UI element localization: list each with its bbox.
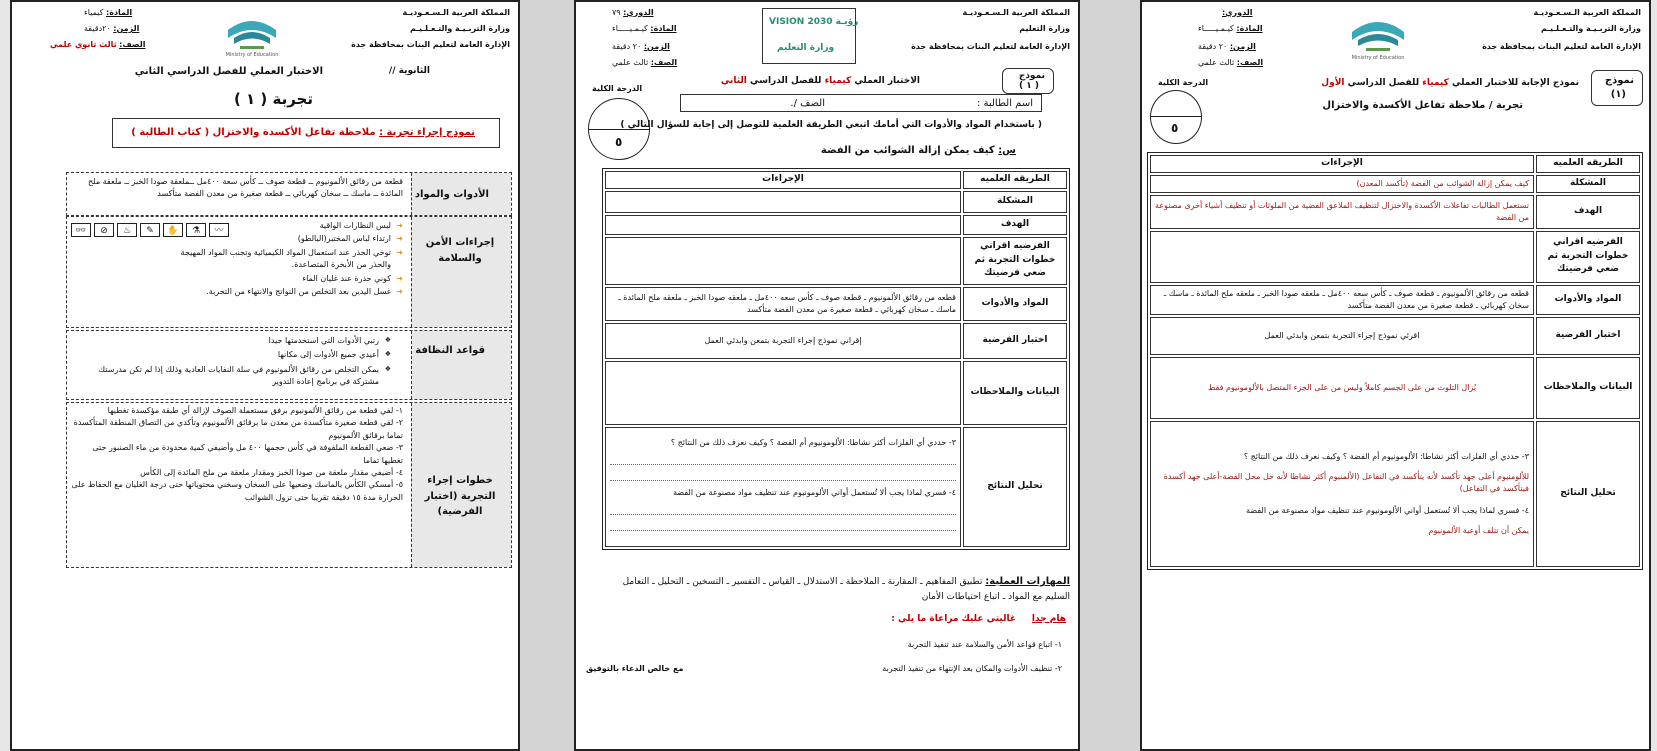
kingdom-text: المملكة العربية الـسـعـوديـة — [402, 8, 510, 17]
vision-logo-icon: VISION رؤيـة 2030 وزارة التعليم — [762, 8, 856, 64]
ministry-logo-icon — [222, 8, 282, 58]
col-steps: الإجراءات — [605, 171, 961, 189]
time-value: ٢٠ دقيقة — [1198, 42, 1228, 51]
row-label-hypothesis: الفرضيه اقراني خطوات التجربة ثم ضعي فرضيتك — [1536, 231, 1640, 283]
kingdom-text: المملكة العربية الـسـعـوديـة — [1533, 8, 1641, 17]
important-label: هام جدا — [1031, 614, 1066, 624]
answer-data[interactable] — [605, 361, 961, 425]
answer-line[interactable] — [610, 455, 956, 465]
step-item: ٤- أضيفي مقدار ملعقة من صودا الخبز ومقدار ملعقة من ملح المائدة إلى الكأس — [140, 467, 403, 477]
total-circle: ٥ — [1150, 90, 1202, 144]
answer-hypothesis[interactable] — [605, 237, 961, 285]
model-value: ملاحظة تفاعل الأكسدة والاختزال ( كتاب الطالبة ) — [131, 127, 376, 138]
subject-value: كيمياء — [84, 8, 104, 17]
tools-row — [66, 172, 512, 216]
safety-item: ➜ ارتداء لباس المختبر(البالطو) — [171, 233, 403, 245]
skills-text: المهارات العملية: تطبيق المفاهيم ـ المقارنة ـ الملاحظة ـ الاستدلال ـ القياس ـ التفسير ـ التسخين ـ التحليل ـ التعامل السليم مع المواد ـ اتباع احتياطات الأمان — [622, 576, 1070, 602]
exam-page-procedure — [10, 0, 520, 751]
answer-goal[interactable] — [605, 215, 961, 235]
safety-item: ➜ لبس النظارات الواقية — [171, 220, 403, 232]
cleaning-label: قواعد النظافة — [415, 345, 485, 356]
wash-icon: 〰 — [209, 223, 229, 237]
safety-item: ➜ غسل اليدين بعد التخلص من النواتج والانتهاء من التجربة. — [171, 286, 403, 298]
answer-hypothesis — [1150, 231, 1534, 283]
school-name: الثانوية // — [388, 66, 430, 76]
materials-text: قطعه من رقائق الألمونيوم ـ قطعة صوف ـ كأس سعه ٤٠٠مل ـ ملعقه صودا الخبز ـ ملعقه ملح المائدة ـ ماسك ـ سخان كهربائي ـ قطعة صغيرة من معدن الفضة متأكسد — [1150, 285, 1534, 315]
cleaning-item: ❖ أعيدي جميع الأدوات إلى مكانها — [73, 349, 391, 361]
cleaning-list — [73, 333, 391, 391]
time-value: ٢٠دقيقة — [84, 24, 111, 33]
no-eating-icon: ⊘ — [94, 223, 114, 237]
exam-title: الاختبار العملي للفصل الدراسي الثاني — [134, 66, 323, 77]
materials-text: قطعه من رقائق الألمونيوم ـ قطعة صوف ـ كأس سعه ٤٠٠مل ـ ملعقه صودا الخبز ـ ملعقه ملح المائدة ـ ماسك ـ سخان كهربائي ـ قطعة صغيرة من معدن الفضة متأكسد — [605, 287, 961, 321]
row-label-data: البيانات والملاحظات — [1536, 357, 1640, 419]
subject-label: المادة: — [650, 24, 677, 33]
row-label-goal: الهدف — [963, 215, 1067, 235]
goggles-icon: 👓 — [71, 223, 91, 237]
step-item: ١- لفي قطعة من رقائق الألمونيوم برفق مستعملة الصوف لإزالة أي طبقة مؤكسدة تغطيها — [107, 406, 403, 415]
exam-title: الاختبار العملي كيمياء للفصل الدراسي الثاني — [720, 76, 920, 86]
hot-icon: ♨ — [117, 223, 137, 237]
model-label: نموذج إجراء تجربة : — [379, 127, 475, 138]
analysis-cell — [1150, 421, 1534, 567]
grade-label: الصف: — [119, 40, 146, 49]
analysis-q4: ٤- فسري لماذا يجب ألا تُستعمل أواني الألومونيوم عند تنظيف مواد مصنوعة من الفضة — [1246, 505, 1529, 515]
step-item: ٣- ضعي القطعة الملفوفة في كأس حجمها ٤٠٠ مل وأضيفي كمية محدودة من ماء الصنبور حتى تغطيها تماما — [92, 443, 403, 465]
model-box: نموذج (١) — [1591, 70, 1643, 106]
time-label: الزمن: — [113, 24, 140, 33]
kingdom-text: المملكة العربية الـسـعـوديـة — [962, 8, 1070, 17]
number-label: الدوري: — [623, 8, 654, 17]
steps-row — [66, 402, 512, 568]
step-item: ٥- أمسكي الكأس بالماسك وضعيها على السخان وسخني محتوياتها حتى درجة الغليان مع الحفاظ على الحرارة مدة ١٥ دقيقة تقريبا حتى تزول الشوائب — [71, 480, 403, 502]
grade-value: ثالث ثانوي علمي — [50, 40, 117, 49]
answer-data: يُزال التلوث من على الجسم كاملاً وليس من على الجزء المتصل بالألومونيوم فقط — [1150, 357, 1534, 419]
answer-problem[interactable] — [605, 191, 961, 213]
analysis-a3: للألومنيوم أعلى جهد تأكسد لأنه يتأكسد في التفاعل (الألمنيوم أكثر نشاطا لأنه حل محل الفضة-أعلى جهد أكسدة فيتأكسد في التفاعل) — [1163, 471, 1529, 493]
rule-2: ٢- تنظيف الأدوات والمكان بعد الإنتهاء من تنفيذ التجربة — [882, 664, 1062, 673]
col-method: الطريقه العلميه — [963, 171, 1067, 189]
test-text: إقراني نموذج إجراء التجربة بتمعن وابدئي العمل — [605, 323, 961, 359]
time-label: الزمن: — [643, 42, 670, 51]
grade-label: الصف: — [650, 58, 678, 67]
row-label-test: اختبار الفرضية — [963, 323, 1067, 359]
time-label: الزمن: — [1229, 42, 1256, 51]
wish-text: مع خالص الدعاء بالتوفيق — [586, 664, 684, 673]
test-text: اقرئي نموذج إجراء التجربة بتمعن وابدئي العمل — [1150, 317, 1534, 355]
answer-table — [1147, 152, 1643, 570]
class-label: الصف /. — [790, 98, 825, 109]
row-label-goal: الهدف — [1536, 195, 1640, 229]
analysis-q3: ٣- حددي أي الفلزات أكثر نشاطا: الألومونيوم أم الفضة ؟ وكيف نعرف ذلك من النتائج ؟ — [670, 437, 956, 447]
model-box: نموذج ( ١ ) — [1002, 68, 1054, 94]
row-label-materials: المواد والأدوات — [963, 287, 1067, 321]
student-name-label: اسم الطالبة : — [976, 98, 1033, 109]
question: س: كيف يمكن إزالة الشوائب من الفضة — [820, 145, 1016, 156]
analysis-a4: يمكن أن تتلف أوعية الألمونيوم — [1428, 525, 1529, 535]
subject-value: كيـمـيـــــاء — [612, 24, 648, 33]
svg-text:Ministry of Education: Ministry of Education — [1351, 55, 1405, 61]
model-box — [112, 118, 500, 148]
total-circle: ٥ — [588, 98, 650, 160]
row-label-analysis: تحليل النتائج — [963, 427, 1067, 547]
answer-subtitle: تجربة / ملاحظة تفاعل الأكسدة والاختزال — [1322, 100, 1523, 111]
total-label: الدرجة الكلية — [592, 84, 643, 93]
total-label: الدرجة الكلية — [1158, 78, 1209, 87]
exam-page-answer-key — [1140, 0, 1651, 751]
row-label-problem: المشكلة — [963, 191, 1067, 213]
answer-goal: تستعمل الطالبات تفاعلات الأكسدة والاختزال لتنظيف الملاعق الفضية من الملوثات أو تنظيف أشياء أخرى مصنوعة من الفضة — [1150, 195, 1534, 229]
tool-icon: ✎ — [140, 223, 160, 237]
safety-item: ➜ توخي الحذر عند استعمال المواد الكيميائية وتجنب المواد المهيجة والحذر من الأبخرة المتصاعدة. — [171, 247, 403, 272]
analysis-q3: ٣- حددي أي الفلزات أكثر نشاطا: الألومونيوم أم الفضة ؟ وكيف نعرف ذلك من النتائج ؟ — [1243, 451, 1529, 461]
subject-value: كيـمـيـــــاء — [1198, 24, 1234, 33]
cleaning-item: ❖ رتبي الأدوات التي استخدمتها جيدا — [73, 335, 391, 347]
steps-list — [69, 405, 403, 504]
safety-item: ➜ كوني حذرة عند غليان الماء — [171, 273, 403, 285]
cleaning-item: ❖ يمكن التخلص من رقائق الألمونيوم في سلة النفايات العادية وذلك إذا لم تكن مدرستك مشتركة في برنامج إعادة التدوير — [73, 364, 391, 389]
chemical-icon: ⚗ — [186, 223, 206, 237]
row-label-test: اختبار الفرضية — [1536, 317, 1640, 355]
answer-title: نموذج الإجابة للاختبار العملي كيمياء للفصل الدراسي الأول — [1321, 78, 1579, 88]
admin-text: الإدارة العامة لتعليم البنات بمحافظة جدة — [911, 42, 1070, 51]
hand-icon: ✋ — [163, 223, 183, 237]
row-label-data: البيانات والملاحظات — [963, 361, 1067, 425]
note-text: غاليتي عليك مراعاة ما يلي : — [891, 614, 1016, 624]
ministry-logo-icon — [1346, 8, 1410, 62]
row-label-materials: المواد والأدوات — [1536, 285, 1640, 315]
rule-1: ١- اتباع قواعد الأمن والسلامة عند تنفيذ التجربة — [907, 640, 1062, 649]
exam-page-worksheet — [574, 0, 1080, 751]
instruction-text: ( باستخدام المواد والأدوات التي أمامك اتبعي الطريقة العلمية للتوصل إلى إجابة للسؤال التالي ) — [620, 120, 1042, 130]
row-label-analysis: تحليل النتائج — [1536, 421, 1640, 567]
time-value: ٢٠ دقيقة — [612, 42, 642, 51]
ministry-text: وزارة التربـيـة والتـعـلـيـم — [409, 24, 510, 33]
answer-line[interactable] — [610, 521, 956, 531]
grade-value: ثالث علمي — [612, 58, 649, 67]
student-info-box — [680, 94, 1042, 112]
subject-label: المادة: — [106, 8, 133, 17]
experiment-title: تجربة ( ١ ) — [233, 90, 313, 108]
grade-value: ثالث علمي — [1198, 58, 1235, 67]
col-steps: الإجراءات — [1150, 155, 1534, 173]
ministry-text: وزارة التعليم — [1019, 24, 1070, 33]
number-label: الدوري: — [1222, 8, 1253, 17]
tools-text: قطعة من رقائق الألمونيوم ــ قطعة صوف ــ كأس سعة ٤٠٠مل ــملعقة صودا الخبز ــ ملعقة ملح المائدة ــ ماسك ــ سخان كهربائي ــ قطعة صغيرة من معدن الفضة متأكسد — [88, 177, 403, 199]
analysis-q4: ٤- فسري لماذا يجب ألا تُستعمل أواني الألومونيوم عند تنظيف مواد مصنوعة من الفضة — [673, 487, 956, 497]
steps-label: خطوات إجراء التجربة (اختبار الفرضية) — [424, 475, 496, 517]
admin-text: الإدارة العامة لتعليم البنات بمحافظة جدة — [1482, 42, 1641, 51]
answer-line[interactable] — [610, 471, 956, 481]
safety-label: إجراءات الأمن والسلامة — [425, 237, 495, 264]
row-label-problem: المشكلة — [1536, 175, 1640, 193]
row-label-hypothesis: الفرضيه اقراني خطوات التجربة ثم ضعي فرضيتك — [963, 237, 1067, 285]
grade-label: الصف: — [1236, 58, 1264, 67]
admin-text: الإدارة العامة لتعليم البنات بمحافظة جدة — [351, 40, 510, 49]
cleaning-row — [66, 330, 512, 400]
analysis-cell — [605, 427, 961, 547]
safety-icons — [71, 223, 229, 237]
col-method: الطريقه العلميه — [1536, 155, 1640, 173]
svg-text:Ministry of Education: Ministry of Education — [225, 52, 279, 58]
tools-label: الأدوات والمواد — [414, 189, 489, 200]
answer-problem: كيف يمكن إزالة الشوائب من الفضة (تأكسد المعدن) — [1150, 175, 1534, 193]
subject-label: المادة: — [1236, 24, 1263, 33]
answer-line[interactable] — [610, 505, 956, 515]
step-item: ٢- لفي قطعة صغيرة متأكسدة من معدن ما برقائق الألمونيوم وتأكدي من التصاق المنطقة المتأكسدة تماما برقائق الألمونيوم — [73, 418, 403, 440]
worksheet-table — [602, 168, 1070, 550]
ministry-text: وزارة التربـيـة والتـعـلـيـم — [1540, 24, 1641, 33]
number-value: ٧٩ — [612, 8, 621, 17]
safety-row — [66, 216, 512, 328]
